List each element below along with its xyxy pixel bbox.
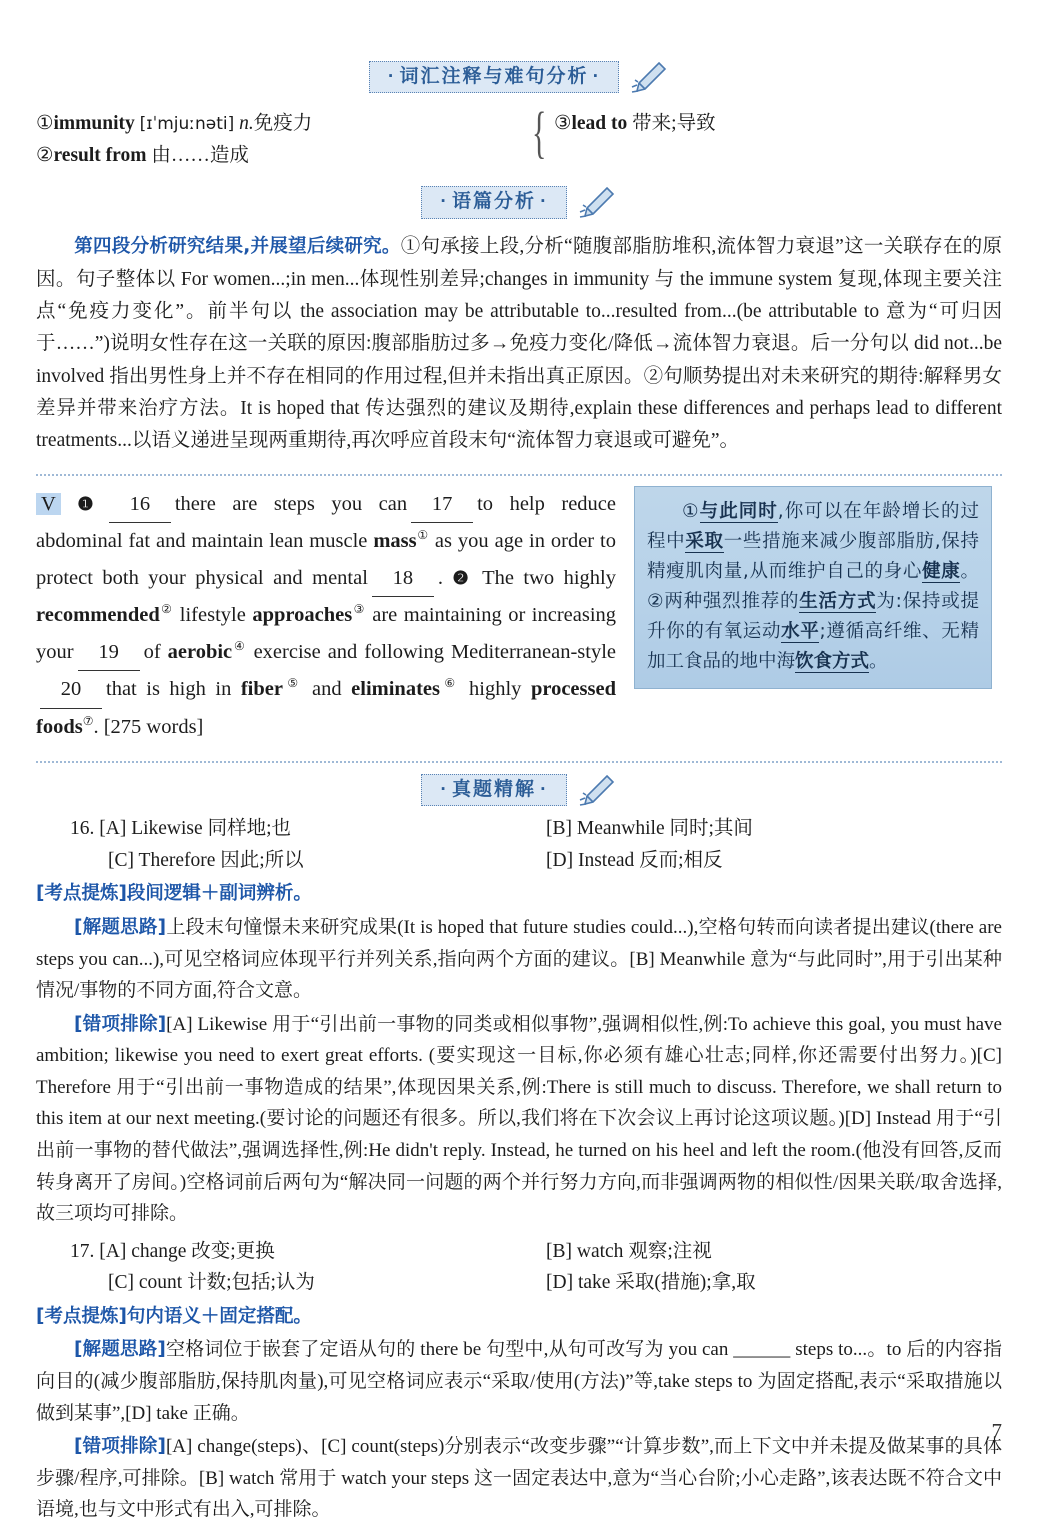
kaodian-tag: [考点提炼] <box>36 1305 127 1327</box>
option-key: [B] <box>546 818 572 840</box>
footnote-ref-4: ④ <box>232 638 247 653</box>
kaodian-text: 段间逻辑＋副词辨析。 <box>126 883 312 905</box>
vocab-word: result from <box>53 144 147 166</box>
vocab-meaning: 免疫力 <box>253 113 313 134</box>
jieti-line-16 <box>36 912 1002 1007</box>
blank-18[interactable]: 18 <box>372 560 434 597</box>
option-key: [C] <box>108 849 134 871</box>
passage-bold-processed-foods: processed foods <box>36 678 616 738</box>
cuoxiang-line-16 <box>36 1009 1002 1230</box>
option-word: Therefore <box>138 849 216 871</box>
vocab-item <box>36 108 506 140</box>
banner-dot-right: · <box>540 192 548 211</box>
question-16-options <box>36 813 1002 876</box>
translation-text-3: 。 <box>960 560 979 582</box>
option-word: Instead <box>577 849 635 871</box>
passage-and-translation <box>36 486 1002 745</box>
option-key: [C] <box>108 1272 134 1294</box>
translation-keyword-6: 饮食方式 <box>795 650 870 672</box>
option-row <box>36 1236 1002 1268</box>
option-word: watch <box>576 1240 624 1262</box>
translation-keyword-5: 水平 <box>781 620 820 642</box>
banner-dot-left: · <box>440 192 448 211</box>
passage-period-1: . <box>437 566 444 589</box>
vocab-banner-label: 词汇注释与难句分析 <box>399 64 589 87</box>
jieti-tag: [解题思路] <box>74 1339 166 1361</box>
translation-num-1: ① <box>681 500 700 522</box>
question-number-16: 16. <box>70 818 95 840</box>
kaodian-tag: [考点提炼] <box>36 883 127 905</box>
option-a-17[interactable] <box>36 1236 546 1268</box>
explain-banner-label: 真题精解 <box>451 777 536 800</box>
option-gloss: 改变;更换 <box>191 1240 275 1262</box>
translation-text-2: 一些措施来减少腹部脂肪,保持精瘦肌肉量,从而维护自己的身心 <box>647 530 979 582</box>
option-b-16[interactable] <box>546 813 986 845</box>
option-word: change <box>131 1240 187 1262</box>
question-17-options <box>36 1236 1002 1299</box>
option-gloss: 因此;所以 <box>220 849 304 871</box>
banner-dot-right: · <box>540 779 548 798</box>
footnote-ref-7: ⑦ <box>82 713 94 728</box>
vocab-number: ② <box>36 144 54 166</box>
translation-keyword-1: 与此同时 <box>699 500 778 522</box>
question-block-16 <box>36 813 1002 1230</box>
option-key: [A] <box>99 818 127 840</box>
passage-text-5: lifestyle <box>179 604 246 627</box>
blank-20[interactable]: 20 <box>40 671 102 708</box>
vocab-meaning: 带来;导致 <box>632 113 716 134</box>
footnote-ref-5: ⑤ <box>282 676 303 691</box>
option-d-17[interactable] <box>546 1267 986 1299</box>
question-number-17: 17. <box>70 1240 95 1262</box>
banner-dot-left: · <box>440 779 448 798</box>
passage-text-3: as you age in order to protect both your physical and mental <box>36 530 617 589</box>
passage-text-4: The two highly <box>482 566 617 589</box>
passage-text-9: that is high in <box>106 678 232 701</box>
translation-num-2: ② <box>647 590 665 612</box>
cuoxiang-tag: [错项排除] <box>74 1013 167 1035</box>
passage-text-8: exercise and following Mediterranean-style <box>253 640 617 663</box>
passage-text-1: there are steps you can <box>174 492 408 515</box>
footnote-ref-2: ② <box>159 602 174 617</box>
vocab-pos: n. <box>239 113 254 134</box>
option-word: Likewise <box>131 818 203 840</box>
section-divider <box>36 761 1002 763</box>
option-gloss: 同样地;也 <box>207 818 291 840</box>
translation-text-7: 。 <box>869 650 888 672</box>
option-d-16[interactable] <box>546 845 986 877</box>
option-key: [B] <box>546 1240 572 1262</box>
vocab-column-left <box>36 108 506 171</box>
vocab-meaning: 由……造成 <box>151 144 249 166</box>
section-divider <box>36 474 1002 476</box>
cuoxiang-tag: [错项排除] <box>74 1436 166 1458</box>
vocab-number: ③ <box>554 113 572 134</box>
brace-divider: { <box>532 102 547 165</box>
page-number: 7 <box>991 1419 1002 1443</box>
vocab-banner-row <box>36 60 1002 94</box>
translation-keyword-2: 采取 <box>685 530 724 552</box>
jieti-line-17 <box>36 1334 1002 1429</box>
option-row <box>36 1267 1002 1299</box>
jieti-text: 上段末句憧憬未来研究成果(It is hoped that future studies could...),空格句转而向读者提出建议(there are steps you can...),可见空格词应体现平行并列关系,指向两个方面的建议。[B] Meanwhile 意为“与此同时”,用于引出某种情况/事物的不同方面,符合文意。 <box>36 916 1002 1002</box>
vocab-ipa: [ɪˈmjuːnəti] <box>139 114 235 134</box>
jieti-tag: [解题思路] <box>74 916 167 938</box>
kaodian-text: 句内语义＋固定搭配。 <box>126 1305 312 1327</box>
banner-dot-right: · <box>592 66 601 85</box>
passage-marker-v: V <box>36 493 61 515</box>
cuoxiang-text: [A] Likewise 用于“引出前一事物的同类或相似事物”,强调相似性,例:To achieve this goal, you must have ambition; likewise you need to exert great efforts. (要实现这一目标,你必须有雄心壮志;同样,你还需要付出努力。)[C] Therefore 用于“引出前一事物造成的结果”,体现因果关系,例:There is still much to discuss. Therefore, we shall return to this item at our next meeting.(要讨论的问题还有很多。所以,我们将在下次会议上再讨论这项议题。)[D] Instead 用于“引出前一事物的替代做法”,强调选择性,例:He didn't reply. Instead, he turned on his heel and left the room.(他没有回答,反而转身离开了房间。)空格词前后两句为“解决同一问题的两个并行努力方向,而非强调两物的相似性/因果关联/取舍选择,故三项均可排除。 <box>36 1013 1002 1225</box>
option-gloss: 同时;其间 <box>669 818 753 840</box>
discourse-analysis-paragraph <box>36 231 1002 458</box>
translation-keyword-3: 健康 <box>922 560 961 582</box>
footnote-ref-1: ① <box>416 528 429 543</box>
sentence-number-1: ❶ <box>77 493 105 514</box>
translation-text-1: ,你可以在年龄增长的过程中 <box>647 500 979 552</box>
kaodian-line-16 <box>36 878 1002 910</box>
passage-bold-mass: mass <box>373 530 417 553</box>
discourse-analysis-lead: 第四段分析研究结果,并展望后续研究。 <box>74 236 401 258</box>
chinese-translation-box <box>634 486 992 690</box>
translation-keyword-4: 生活方式 <box>799 590 877 612</box>
passage-text-2: to help reduce abdominal fat and maintain lean muscle <box>36 492 616 553</box>
vocab-section-banner <box>369 61 619 94</box>
option-c-17[interactable] <box>36 1267 546 1299</box>
jieti-text: 空格词位于嵌套了定语从句的 there be 句型中,从句可改写为 you can ______ steps to...。to 后的内容指向目的(减少腹部脂肪,保持肌肉量),可见空格词应表示“采取/使用(方法)”等,take steps to 为固定搭配,表示“采取措施以做到某事”,[D] take 正确。 <box>36 1339 1002 1424</box>
pen-icon <box>629 60 669 94</box>
translation-text-4: 两种强烈推荐的 <box>664 590 800 612</box>
discourse-section-banner <box>421 186 566 219</box>
pen-icon <box>577 185 617 219</box>
passage-period-2: . <box>93 715 99 738</box>
option-row <box>36 845 1002 877</box>
page-content <box>36 60 1002 1526</box>
explain-section-banner <box>421 774 566 807</box>
option-b-17[interactable] <box>546 1236 986 1268</box>
option-gloss: 观察;注视 <box>628 1240 712 1262</box>
passage-text-7: of <box>143 640 161 663</box>
vocab-column-right <box>554 108 934 171</box>
blank-19[interactable]: 19 <box>78 634 140 671</box>
option-row <box>36 813 1002 845</box>
explain-banner-row <box>36 773 1002 807</box>
footnote-ref-6: ⑥ <box>439 676 460 691</box>
passage-bold-aerobic: aerobic <box>167 640 233 663</box>
discourse-banner-label: 语篇分析 <box>451 189 536 212</box>
option-gloss: 计数;包括;认为 <box>187 1272 315 1294</box>
cuoxiang-line-17 <box>36 1431 1002 1526</box>
translation-text-5: 为:保持或提升你的有氧运动 <box>647 590 979 642</box>
passage-text-11: highly <box>469 678 522 701</box>
word-count-label: [275 words] <box>103 715 204 738</box>
banner-dot-left: · <box>387 66 396 85</box>
blank-17[interactable]: 17 <box>411 486 473 523</box>
passage-bold-approaches: approaches <box>252 604 353 627</box>
option-key: [D] <box>546 1272 574 1294</box>
vocabulary-block <box>36 102 1002 171</box>
option-a-16[interactable] <box>36 813 546 845</box>
kaodian-line-17 <box>36 1301 1002 1333</box>
vocab-word: immunity <box>53 113 135 134</box>
passage-text-6: are maintaining or increasing your <box>36 604 617 663</box>
option-gloss: 采取(措施);拿,取 <box>615 1272 756 1294</box>
vocab-number: ① <box>36 113 54 134</box>
blank-16[interactable]: 16 <box>109 486 171 523</box>
passage-text-10: and <box>312 678 342 701</box>
footnote-ref-3: ③ <box>352 602 366 617</box>
translation-text-6: ;遵循高纤维、无精加工食品的地中海 <box>647 620 979 672</box>
question-block-17 <box>36 1236 1002 1526</box>
option-key: [D] <box>546 849 574 871</box>
passage-bold-fiber: fiber <box>240 678 283 701</box>
passage-bold-eliminates: eliminates <box>351 678 440 701</box>
sentence-number-2: ❷ <box>452 567 473 588</box>
cuoxiang-text: [A] change(steps)、[C] count(steps)分别表示“改变步骤”“计算步数”,而上下文中并未提及做某事的具体步骤/程序,可排除。[B] watch 常用于 watch your steps 这一固定表达中,意为“当心台阶;小心走路”,该表达既不符合文中语境,也与文中形式有出入,可排除。 <box>36 1436 1002 1521</box>
option-gloss: 反而;相反 <box>639 849 723 871</box>
option-c-16[interactable] <box>36 845 546 877</box>
discourse-analysis-body: ①句承接上段,分析“随腹部脂肪堆积,流体智力衰退”这一关联存在的原因。句子整体以 For women...;in men...体现性别差异;changes in immunity 与 the immune system 复现,体现主要关注点“免疫力变化”。前半句以 the association may be attributable to...resulted from...(be attributable to 意为“可归因于……”)说明女性存在这一关联的原因:腹部脂肪过多→免疫力变化/降低→流体智力衰退。后一分句以 did not...be involved 指出男性身上并不存在相同的作用过程,但并未指出真正原因。②句顺势提出对未来研究的期待:解释男女差异并带来治疗方法。It is hoped that 传达强烈的建议及期待,explain these differences and perhaps lead to different treatments...以语义递进呈现两重期待,再次呼应首段末句“流体智力衰退或可避免”。 <box>36 236 1003 452</box>
vocab-item <box>36 140 506 172</box>
option-word: take <box>577 1272 611 1294</box>
option-word: count <box>138 1272 183 1294</box>
cloze-passage <box>36 486 616 745</box>
option-key: [A] <box>99 1240 127 1262</box>
pen-icon <box>577 773 617 807</box>
option-word: Meanwhile <box>576 818 665 840</box>
passage-bold-recommended: recommended <box>36 604 160 627</box>
discourse-banner-row <box>36 185 1002 219</box>
vocab-word: lead to <box>571 113 628 134</box>
vocab-item <box>554 108 934 140</box>
